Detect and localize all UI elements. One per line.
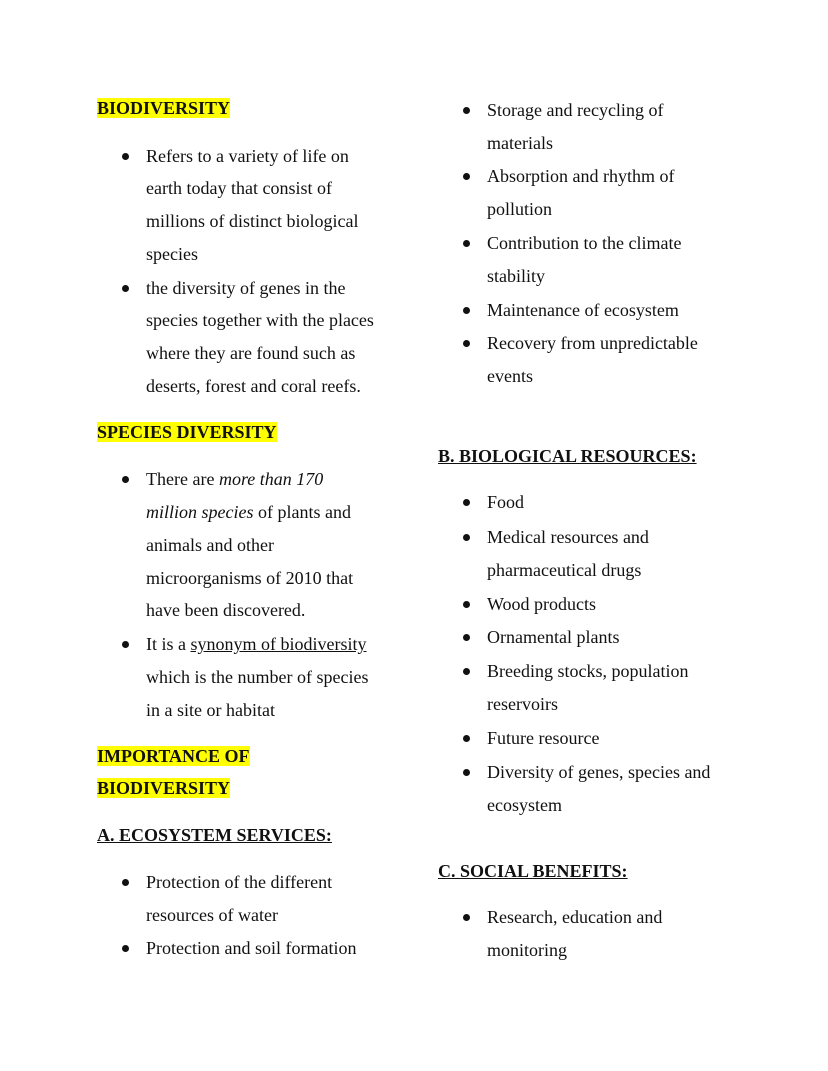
- bullet-text-line: [146, 176, 332, 200]
- bullet-text-line: [146, 242, 198, 266]
- bullet-text-line: [487, 231, 681, 255]
- line-text: resources of water: [146, 905, 278, 925]
- bullet-text-line: [146, 598, 305, 622]
- section-heading: [97, 744, 250, 768]
- bullet-text-line: [487, 625, 619, 649]
- bullet-icon: [463, 107, 470, 114]
- line-text: pharmaceutical drugs: [487, 560, 642, 580]
- line-text: materials: [487, 133, 553, 153]
- line-text: millions of distinct biological: [146, 211, 359, 231]
- bullet-icon: [122, 879, 129, 886]
- bullet-text-line: [487, 558, 641, 582]
- bullet-text-line: [146, 566, 353, 590]
- section-heading: [438, 859, 628, 883]
- bullet-text-line: [146, 374, 361, 398]
- line-text: Wood products: [487, 594, 597, 614]
- bullet-text-line: [487, 98, 663, 122]
- bullet-text-line: [487, 264, 545, 288]
- bullet-icon: [463, 634, 470, 641]
- line-text: Refers to a variety of life on: [146, 146, 349, 166]
- line-text: earth today that consist of: [146, 178, 332, 198]
- bullet-text-line: [487, 364, 533, 388]
- bullet-text-line: [146, 467, 323, 491]
- bullet-text-line: [146, 665, 368, 689]
- line-text: Food: [487, 492, 525, 512]
- line-text: Medical resources and: [487, 527, 649, 547]
- line-text: species together with the places: [146, 310, 374, 330]
- line-text: pollution: [487, 199, 553, 219]
- bullet-icon: [463, 735, 470, 742]
- line-text: the diversity of genes in the: [146, 278, 346, 298]
- bullet-text-line: [487, 298, 679, 322]
- line-text: [146, 469, 323, 489]
- bullet-text-line: [146, 903, 278, 927]
- line-text: Maintenance of ecosystem: [487, 300, 679, 320]
- bullet-icon: [463, 307, 470, 314]
- bullet-text-line: [146, 533, 274, 557]
- bullet-icon: [463, 340, 470, 347]
- bullet-text-line: [487, 793, 562, 817]
- line-text: [146, 502, 351, 522]
- heading-text: IMPORTANCE OF: [97, 746, 250, 766]
- bullet-text-line: [146, 632, 367, 656]
- italic-text: million species: [146, 502, 254, 522]
- bullet-text-line: [487, 197, 552, 221]
- section-heading: [97, 96, 230, 120]
- bullet-text-line: [487, 331, 698, 355]
- bullet-text-line: [146, 308, 374, 332]
- line-text: Future resource: [487, 728, 600, 748]
- bullet-text-line: [487, 938, 567, 962]
- line-text: microorganisms of 2010 that: [146, 568, 354, 588]
- line-text: Absorption and rhythm of: [487, 166, 675, 186]
- bullet-icon: [122, 945, 129, 952]
- bullet-icon: [463, 601, 470, 608]
- line-text: Contribution to the climate: [487, 233, 682, 253]
- bullet-icon: [122, 476, 129, 483]
- bullet-text-line: [146, 276, 345, 300]
- section-heading: [438, 444, 697, 468]
- section-heading: [97, 420, 277, 444]
- heading-text: BIODIVERSITY: [97, 98, 231, 118]
- heading-text: BIODIVERSITY: [97, 778, 231, 798]
- bullet-text-line: [487, 592, 596, 616]
- line-text: Breeding stocks, population: [487, 661, 689, 681]
- heading-text: A. ECOSYSTEM SERVICES:: [97, 825, 332, 845]
- line-text: Research, education and: [487, 907, 663, 927]
- bullet-text-line: [487, 760, 710, 784]
- heading-text: SPECIES DIVERSITY: [97, 422, 277, 442]
- line-text: ecosystem: [487, 795, 562, 815]
- bullet-text-line: [146, 341, 355, 365]
- bullet-text-line: [487, 490, 524, 514]
- line-text: monitoring: [487, 940, 567, 960]
- line-text: Storage and recycling of: [487, 100, 664, 120]
- line-text: reservoirs: [487, 694, 558, 714]
- line-text: Protection and soil formation: [146, 938, 357, 958]
- bullet-text-line: [487, 131, 553, 155]
- bullet-text-line: [487, 905, 662, 929]
- bullet-text-line: [487, 525, 649, 549]
- bullet-text-line: [487, 692, 558, 716]
- bullet-text-line: [487, 659, 688, 683]
- section-heading: [97, 823, 332, 847]
- underline-text: synonym of biodiversity: [190, 634, 367, 654]
- bullet-text-line: [146, 936, 356, 960]
- line-text: animals and other: [146, 535, 274, 555]
- bullet-icon: [463, 914, 470, 921]
- bullet-icon: [122, 285, 129, 292]
- bullet-icon: [463, 173, 470, 180]
- bullet-icon: [463, 668, 470, 675]
- text-segment: There are: [146, 469, 219, 489]
- bullet-icon: [463, 240, 470, 247]
- bullet-icon: [463, 769, 470, 776]
- bullet-text-line: [487, 164, 674, 188]
- bullet-icon: [122, 641, 129, 648]
- bullet-text-line: [146, 500, 351, 524]
- heading-text: C. SOCIAL BENEFITS:: [438, 861, 628, 881]
- section-heading: [97, 776, 230, 800]
- text-segment: of plants and: [253, 502, 351, 522]
- line-text: Ornamental plants: [487, 627, 620, 647]
- bullet-icon: [463, 534, 470, 541]
- line-text: which is the number of species: [146, 667, 369, 687]
- bullet-text-line: [146, 870, 332, 894]
- heading-text: B. BIOLOGICAL RESOURCES:: [438, 446, 697, 466]
- bullet-text-line: [487, 726, 599, 750]
- line-text: [146, 634, 367, 654]
- line-text: Protection of the different: [146, 872, 333, 892]
- bullet-icon: [463, 499, 470, 506]
- bullet-text-line: [146, 144, 349, 168]
- line-text: in a site or habitat: [146, 700, 275, 720]
- bullet-icon: [122, 153, 129, 160]
- bullet-text-line: [146, 209, 358, 233]
- bullet-text-line: [146, 698, 275, 722]
- line-text: stability: [487, 266, 545, 286]
- italic-text: more than 170: [218, 469, 324, 489]
- line-text: Recovery from unpredictable: [487, 333, 698, 353]
- line-text: have been discovered.: [146, 600, 306, 620]
- line-text: events: [487, 366, 533, 386]
- line-text: deserts, forest and coral reefs.: [146, 376, 361, 396]
- text-segment: It is a: [146, 634, 191, 654]
- line-text: species: [146, 244, 198, 264]
- line-text: Diversity of genes, species and: [487, 762, 711, 782]
- line-text: where they are found such as: [146, 343, 356, 363]
